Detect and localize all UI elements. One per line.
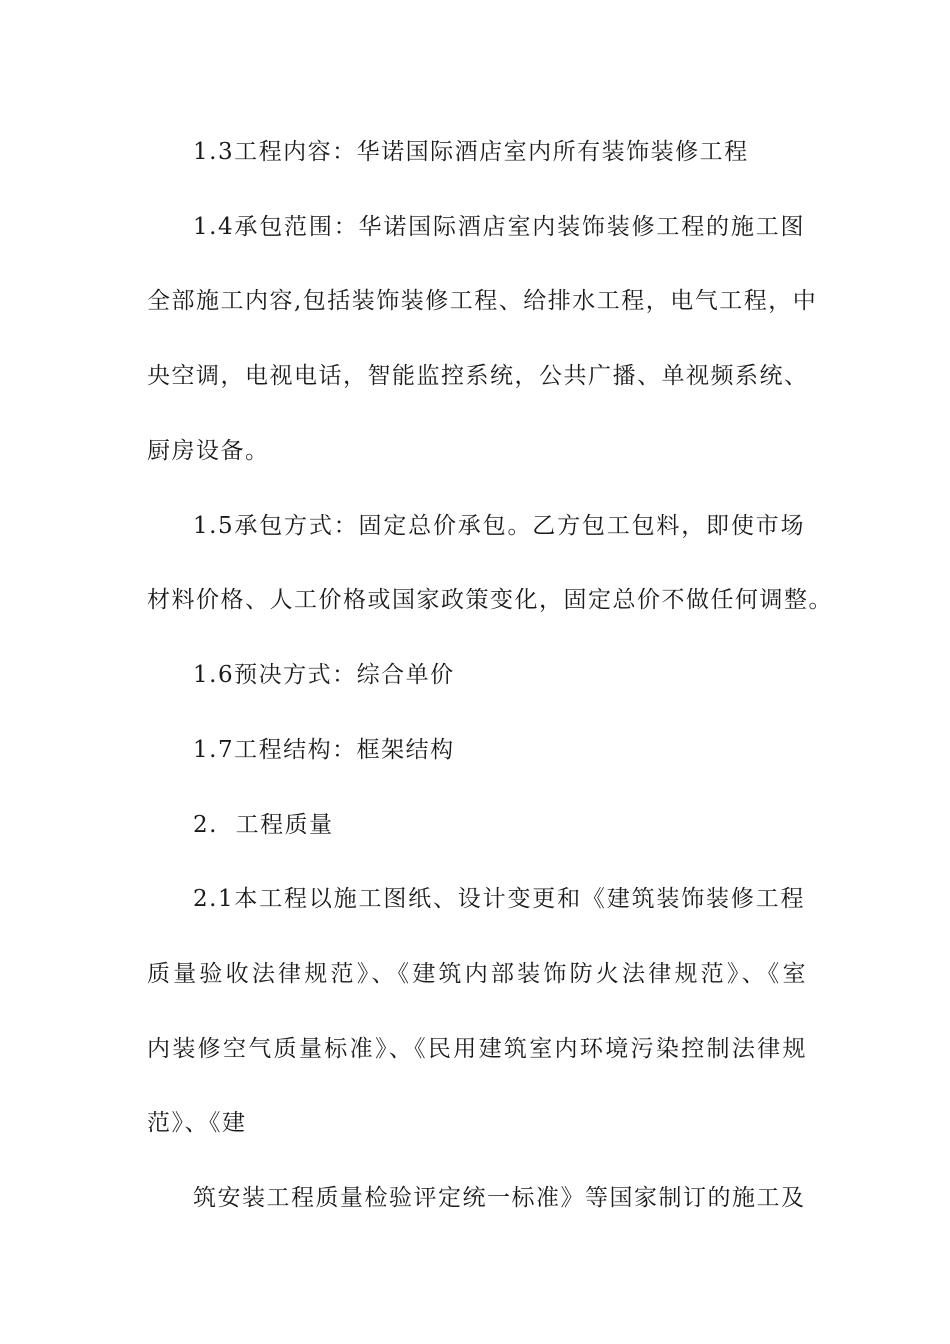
section-2-1-line-1: 2.1本工程以施工图纸、设计变更和《建筑装饰装修工程 <box>193 886 805 912</box>
section-2-1-line-5: 筑安装工程质量检验评定统一标准》等国家制订的施工及 <box>193 1185 806 1211</box>
section-1-5-line-2: 材料价格、人工价格或国家政策变化，固定总价不做任何调整。 <box>147 587 833 613</box>
section-1-3-line: 1.3工程内容：华诺国际酒店室内所有装饰装修工程 <box>193 139 749 165</box>
section-2-heading: 2. 工程质量 <box>193 812 334 838</box>
section-1-6-line: 1.6预决方式：综合单价 <box>193 662 455 688</box>
section-1-5-line-1: 1.5承包方式：固定总价承包。乙方包工包料，即使市场 <box>193 513 805 539</box>
section-1-7-line: 1.7工程结构：框架结构 <box>193 737 455 763</box>
section-1-4-line-1: 1.4承包范围：华诺国际酒店室内装饰装修工程的施工图 <box>193 214 805 240</box>
section-1-4-line-4: 厨房设备。 <box>147 438 270 464</box>
section-1-4-line-2: 全部施工内容,包括装饰装修工程、给排水工程，电气工程，中 <box>147 288 818 314</box>
section-2-1-line-2: 质量验收法律规范》、《建筑内部装饰防火法律规范》、《室 <box>147 961 807 987</box>
section-2-1-line-3: 内装修空气质量标准》、《民用建筑室内环境污染控制法律规 <box>147 1036 807 1062</box>
section-2-1-line-4: 范》、《建 <box>147 1110 247 1136</box>
section-1-4-line-3: 央空调，电视电话，智能监控系统，公共广播、单视频系统、 <box>147 363 809 389</box>
